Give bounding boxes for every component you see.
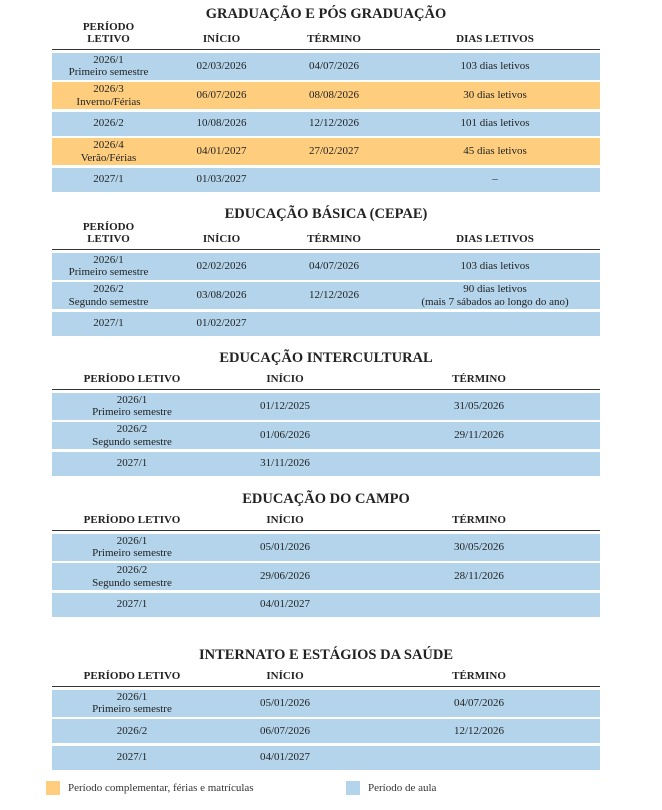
table-cell: 2026/4 Verão/Férias bbox=[80, 139, 137, 164]
column-header: TÉRMINO bbox=[307, 33, 361, 45]
table-cell: 01/06/2026 bbox=[259, 429, 311, 442]
table-cell: 28/11/2026 bbox=[454, 570, 504, 583]
table-row bbox=[52, 690, 600, 717]
table-row bbox=[52, 534, 600, 561]
column-header: INÍCIO bbox=[266, 373, 304, 385]
table-row bbox=[52, 312, 600, 336]
section-0 bbox=[52, 6, 600, 192]
table-cell: 12/12/2026 bbox=[453, 724, 505, 737]
legend-label: Período de aula bbox=[368, 782, 437, 794]
table-cell: 04/07/2026 bbox=[453, 696, 505, 709]
legend-complementar bbox=[46, 781, 254, 795]
column-header: PERÍODO LETIVO bbox=[82, 221, 135, 245]
table-row bbox=[52, 719, 600, 743]
column-header: INÍCIO bbox=[266, 514, 304, 526]
table-header bbox=[52, 22, 600, 50]
table-cell: 2026/1 Primeiro semestre bbox=[92, 534, 172, 559]
table-header bbox=[52, 368, 600, 390]
table-cell: 04/01/2027 bbox=[196, 145, 247, 158]
table-cell: 29/06/2026 bbox=[259, 570, 311, 583]
table-row bbox=[52, 282, 600, 309]
blue-swatch bbox=[346, 781, 360, 795]
table-cell: 04/07/2026 bbox=[308, 59, 360, 72]
table-cell: 2027/1 bbox=[116, 751, 148, 764]
table-cell: 2026/1 Primeiro semestre bbox=[92, 393, 172, 418]
table-row bbox=[52, 168, 600, 192]
section-4 bbox=[52, 647, 600, 770]
table-cell: 2027/1 bbox=[93, 317, 124, 330]
table-cell: 06/07/2026 bbox=[196, 89, 247, 102]
table-cell: 29/11/2026 bbox=[454, 429, 504, 442]
table-header bbox=[52, 665, 600, 687]
table-cell: 02/02/2026 bbox=[196, 259, 247, 272]
table-cell: 12/12/2026 bbox=[308, 289, 360, 302]
table-row bbox=[52, 82, 600, 109]
column-header: INÍCIO bbox=[202, 33, 241, 45]
table-cell: 103 dias letivos bbox=[460, 259, 530, 272]
section-title: INTERNATO E ESTÁGIOS DA SAÚDE bbox=[198, 647, 454, 663]
table-cell: 03/08/2026 bbox=[196, 289, 247, 302]
section-3 bbox=[52, 491, 600, 617]
table-cell: – bbox=[492, 173, 498, 186]
column-header: PERÍODO LETIVO bbox=[83, 373, 181, 385]
table-cell: 02/03/2026 bbox=[196, 59, 247, 72]
section-title: EDUCAÇÃO DO CAMPO bbox=[242, 491, 410, 507]
section-1 bbox=[52, 206, 600, 336]
table-cell: 2026/2 Segundo semestre bbox=[68, 283, 149, 308]
column-header: TÉRMINO bbox=[452, 670, 506, 682]
table-header bbox=[52, 509, 600, 531]
column-header: INÍCIO bbox=[202, 233, 241, 245]
table-cell: 27/02/2027 bbox=[308, 145, 360, 158]
table-cell: 2026/2 bbox=[93, 117, 124, 130]
table-cell: 30/05/2026 bbox=[453, 540, 505, 553]
table-cell: 01/02/2027 bbox=[196, 317, 247, 330]
table-cell: 05/01/2026 bbox=[259, 696, 311, 709]
table-cell: 08/08/2026 bbox=[308, 89, 360, 102]
column-header: DIAS LETIVOS bbox=[456, 33, 534, 45]
table-cell: 04/01/2027 bbox=[259, 751, 311, 764]
column-header: INÍCIO bbox=[266, 670, 304, 682]
table-cell: 01/03/2027 bbox=[196, 173, 247, 186]
table-cell: 103 dias letivos bbox=[460, 59, 530, 72]
orange-swatch bbox=[46, 781, 60, 795]
column-header: TÉRMINO bbox=[452, 514, 506, 526]
section-2 bbox=[52, 350, 600, 476]
column-header: PERÍODO LETIVO bbox=[83, 670, 181, 682]
table-cell: 05/01/2026 bbox=[259, 540, 311, 553]
table-row bbox=[52, 746, 600, 770]
table-cell: 2027/1 bbox=[116, 598, 148, 611]
section-title: EDUCAÇÃO BÁSICA (CEPAE) bbox=[224, 206, 428, 222]
table-cell: 90 dias letivos (mais 7 sábados ao longo do ano) bbox=[421, 283, 569, 308]
table-cell: 2026/1 Primeiro semestre bbox=[68, 253, 149, 278]
table-row bbox=[52, 422, 600, 449]
table-cell: 101 dias letivos bbox=[460, 117, 530, 130]
table-cell: 04/01/2027 bbox=[259, 598, 311, 611]
column-header: PERÍODO LETIVO bbox=[82, 21, 135, 45]
table-cell: 30 dias letivos bbox=[463, 89, 527, 102]
table-cell: 31/11/2026 bbox=[260, 457, 310, 470]
table-cell: 04/07/2026 bbox=[308, 259, 360, 272]
column-header: DIAS LETIVOS bbox=[456, 233, 534, 245]
table-row bbox=[52, 563, 600, 590]
column-header: PERÍODO LETIVO bbox=[83, 514, 181, 526]
table-row bbox=[52, 53, 600, 80]
table-cell: 01/12/2025 bbox=[259, 399, 311, 412]
table-row bbox=[52, 593, 600, 617]
table-row bbox=[52, 253, 600, 280]
table-header bbox=[52, 222, 600, 250]
table-cell: 2026/2 Segundo semestre bbox=[92, 564, 172, 589]
legend-label: Período complementar, férias e matrículas bbox=[68, 782, 254, 794]
section-title: GRADUAÇÃO E PÓS GRADUAÇÃO bbox=[205, 6, 447, 22]
table-row bbox=[52, 112, 600, 136]
table-cell: 2026/2 Segundo semestre bbox=[92, 423, 172, 448]
column-header: TÉRMINO bbox=[307, 233, 361, 245]
table-cell: 2026/2 bbox=[116, 724, 148, 737]
table-cell: 2026/3 Inverno/Férias bbox=[76, 83, 141, 108]
table-cell: 2026/1 Primeiro semestre bbox=[68, 53, 149, 78]
table-row bbox=[52, 138, 600, 165]
table-cell: 2027/1 bbox=[116, 457, 148, 470]
table-row bbox=[52, 393, 600, 420]
table-cell: 12/12/2026 bbox=[308, 117, 360, 130]
column-header: TÉRMINO bbox=[452, 373, 506, 385]
table-cell: 45 dias letivos bbox=[463, 145, 527, 158]
section-title: EDUCAÇÃO INTERCULTURAL bbox=[219, 350, 433, 366]
table-cell: 31/05/2026 bbox=[453, 399, 505, 412]
legend-aula bbox=[346, 781, 436, 795]
table-cell: 2027/1 bbox=[93, 173, 124, 186]
table-row bbox=[52, 452, 600, 476]
table-cell: 2026/1 Primeiro semestre bbox=[92, 690, 172, 715]
table-cell: 06/07/2026 bbox=[259, 724, 311, 737]
table-cell: 10/08/2026 bbox=[196, 117, 247, 130]
